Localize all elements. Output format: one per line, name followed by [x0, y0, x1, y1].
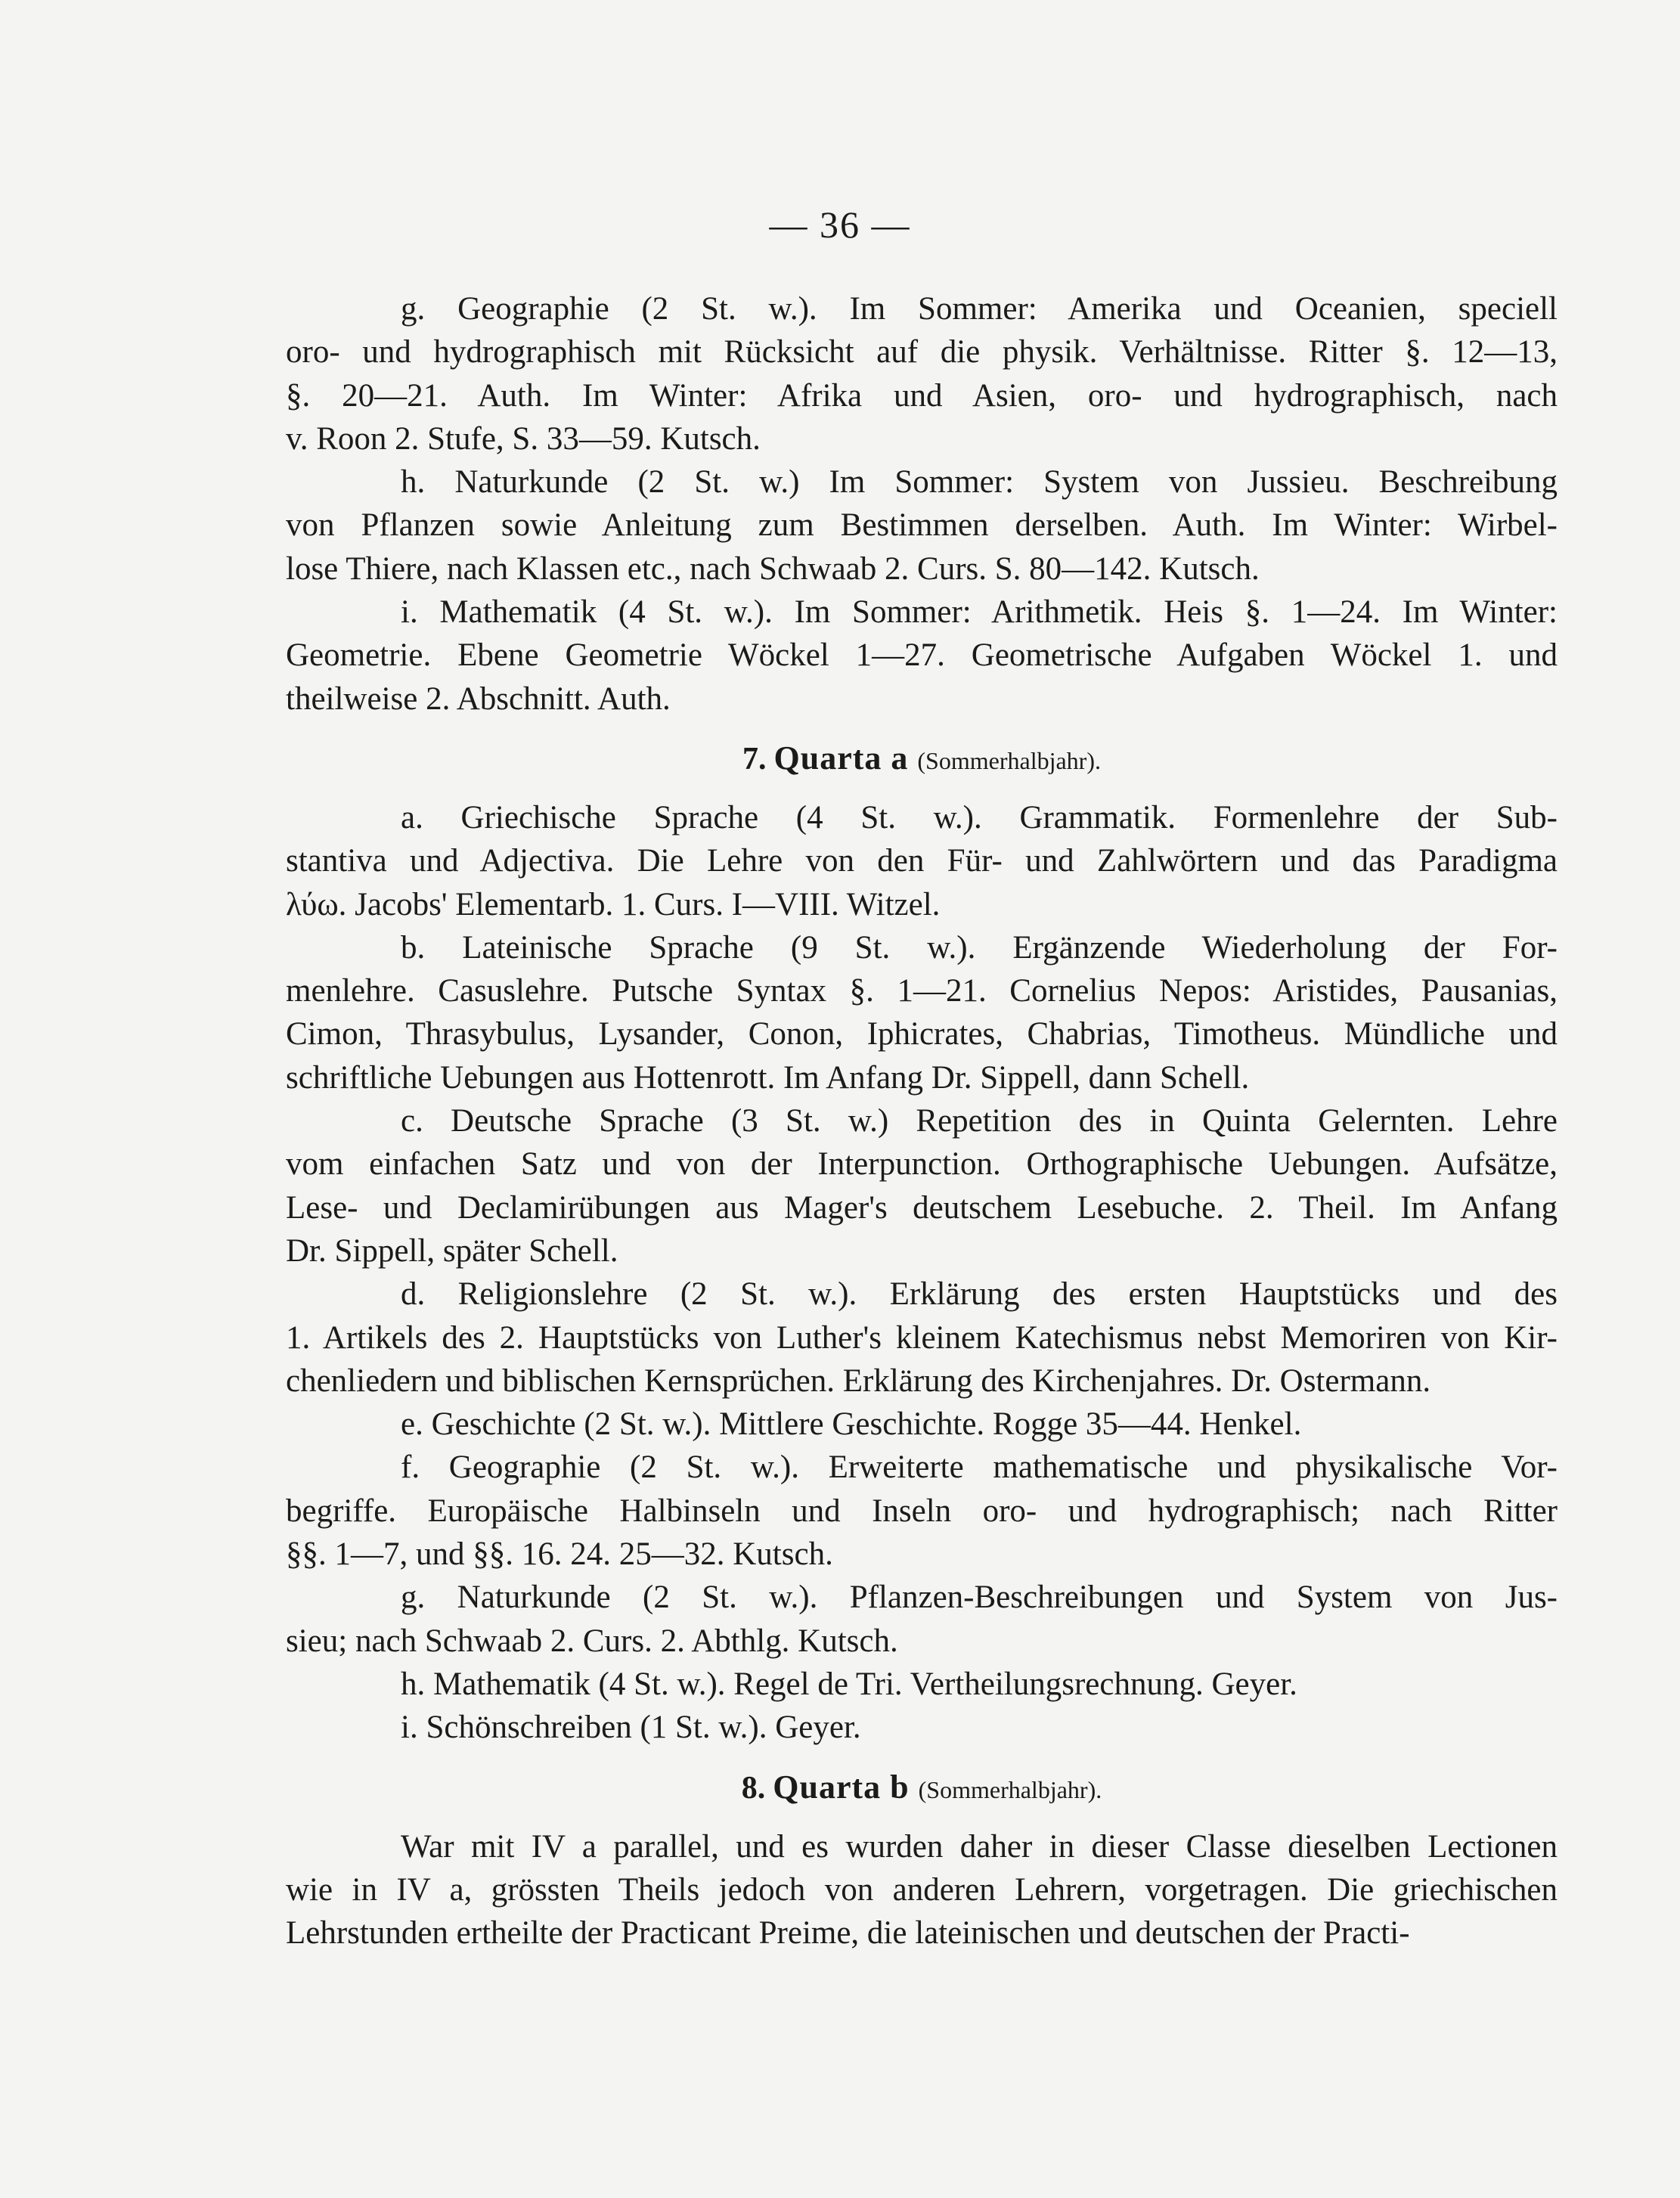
- text-line: menlehre. Casuslehre. Putsche Syntax §. 1—21. Cornelius Nepos: Aristides, Pausanias,: [286, 973, 1558, 1009]
- text-line: lose Thiere, nach Klassen etc., nach Schwaab 2. Curs. S. 80—142. Kutsch.: [286, 550, 1260, 587]
- section-number: 8.: [741, 1770, 766, 1806]
- section-note: (Sommerhalbjahr).: [917, 746, 1101, 774]
- paragraph: [286, 1825, 1558, 1955]
- text-line: v. Roon 2. Stufe, S. 33—59. Kutsch.: [286, 420, 761, 457]
- section-heading: [286, 721, 1558, 796]
- text-line: g. Geographie (2 St. w.). Im Sommer: Amerika und Oceanien, speciell: [401, 291, 1558, 327]
- text-line: vom einfachen Satz und von der Interpunction. Orthographische Uebungen. Aufsätze,: [286, 1146, 1558, 1183]
- text-line: Dr. Sippell, später Schell.: [286, 1232, 618, 1269]
- paragraph: [286, 1663, 1558, 1706]
- text-line: h. Naturkunde (2 St. w.) Im Sommer: System von Jussieu. Beschreibung: [401, 464, 1558, 501]
- section-heading: [286, 1750, 1558, 1825]
- text-line: War mit IV a parallel, und es wurden daher in dieser Classe dieselben Lectionen: [401, 1828, 1558, 1865]
- section-number: 7.: [742, 741, 767, 777]
- text-line: i. Mathematik (4 St. w.). Im Sommer: Arithmetik. Heis §. 1—24. Im Winter:: [401, 594, 1558, 631]
- paragraph: [286, 1446, 1558, 1576]
- paragraph: [286, 1099, 1558, 1273]
- text-line: 1. Artikels des 2. Hauptstücks von Luther's kleinem Katechismus nebst Memoriren von Kir-: [286, 1319, 1558, 1356]
- section-title: Quarta b: [773, 1768, 919, 1806]
- paragraph: [286, 287, 1558, 460]
- text-line: theilweise 2. Abschnitt. Auth.: [286, 680, 671, 717]
- text-line: a. Griechische Sprache (4 St. w.). Grammatik. Formenlehre der Sub-: [401, 799, 1558, 835]
- text-line: begriffe. Europäische Halbinseln und Inseln oro- und hydrographisch; nach Ritter: [286, 1493, 1558, 1529]
- text-line: f. Geographie (2 St. w.). Erweiterte mathematische und physikalische Vor-: [401, 1449, 1558, 1486]
- text-line: schriftliche Uebungen aus Hottenrott. Im Anfang Dr. Sippell, dann Schell.: [286, 1059, 1250, 1096]
- text-line: wie in IV a, grössten Theils jedoch von anderen Lehrern, vorgetragen. Die griechischen: [286, 1871, 1558, 1908]
- paragraph: [286, 796, 1558, 926]
- paragraph: [286, 1273, 1558, 1403]
- section-note: (Sommerhalbjahr).: [918, 1775, 1102, 1803]
- page-body: [286, 287, 1558, 1955]
- text-line: Lehrstunden ertheilte der Practicant Preime, die lateinischen und deutschen der Practi-: [286, 1915, 1410, 1952]
- paragraph: [286, 1576, 1558, 1663]
- text-line: d. Religionslehre (2 St. w.). Erklärung des ersten Hauptstücks und des: [401, 1276, 1558, 1313]
- text-line: chenliedern und biblischen Kernsprüchen. Erklärung des Kirchenjahres. Dr. Ostermann.: [286, 1363, 1431, 1399]
- section-title: Quarta a: [773, 739, 918, 777]
- paragraph: [286, 1706, 1558, 1749]
- text-line: Geometrie. Ebene Geometrie Wöckel 1—27. Geometrische Aufgaben Wöckel 1. und: [286, 637, 1558, 674]
- text-line: oro- und hydrographisch mit Rücksicht auf die physik. Verhältnisse. Ritter §. 12—13,: [286, 334, 1558, 370]
- text-line: h. Mathematik (4 St. w.). Regel de Tri. Vertheilungsrechnung. Geyer.: [401, 1666, 1297, 1702]
- text-line: stantiva und Adjectiva. Die Lehre von den Für- und Zahlwörtern und das Paradigma: [286, 843, 1558, 879]
- paragraph: [286, 460, 1558, 591]
- text-line: g. Naturkunde (2 St. w.). Pflanzen-Beschreibungen und System von Jus-: [401, 1580, 1558, 1616]
- text-line: e. Geschichte (2 St. w.). Mittlere Geschichte. Rogge 35—44. Henkel.: [401, 1406, 1302, 1443]
- text-line: λύω. Jacobs' Elementarb. 1. Curs. I—VIII. Witzel.: [286, 886, 941, 922]
- text-line: von Pflanzen sowie Anleitung zum Bestimmen derselben. Auth. Im Winter: Wirbel-: [286, 507, 1558, 544]
- text-line: §§. 1—7, und §§. 16. 24. 25—32. Kutsch.: [286, 1536, 833, 1573]
- text-line: i. Schönschreiben (1 St. w.). Geyer.: [401, 1710, 861, 1746]
- text-line: c. Deutsche Sprache (3 St. w.) Repetition des in Quinta Gelernten. Lehre: [401, 1103, 1558, 1139]
- text-line: sieu; nach Schwaab 2. Curs. 2. Abthlg. Kutsch.: [286, 1623, 898, 1659]
- paragraph: [286, 591, 1558, 721]
- text-line: b. Lateinische Sprache (9 St. w.). Ergänzende Wiederholung der For-: [401, 929, 1558, 966]
- text-line: Lese- und Declamirübungen aus Mager's deutschem Lesebuche. 2. Theil. Im Anfang: [286, 1189, 1558, 1226]
- paragraph: [286, 926, 1558, 1099]
- page-number: — 36 —: [769, 203, 911, 246]
- text-line: Cimon, Thrasybulus, Lysander, Conon, Iphicrates, Chabrias, Timotheus. Mündliche und: [286, 1016, 1558, 1052]
- paragraph: [286, 1403, 1558, 1446]
- text-line: §. 20—21. Auth. Im Winter: Afrika und Asien, oro- und hydrographisch, nach: [286, 377, 1558, 414]
